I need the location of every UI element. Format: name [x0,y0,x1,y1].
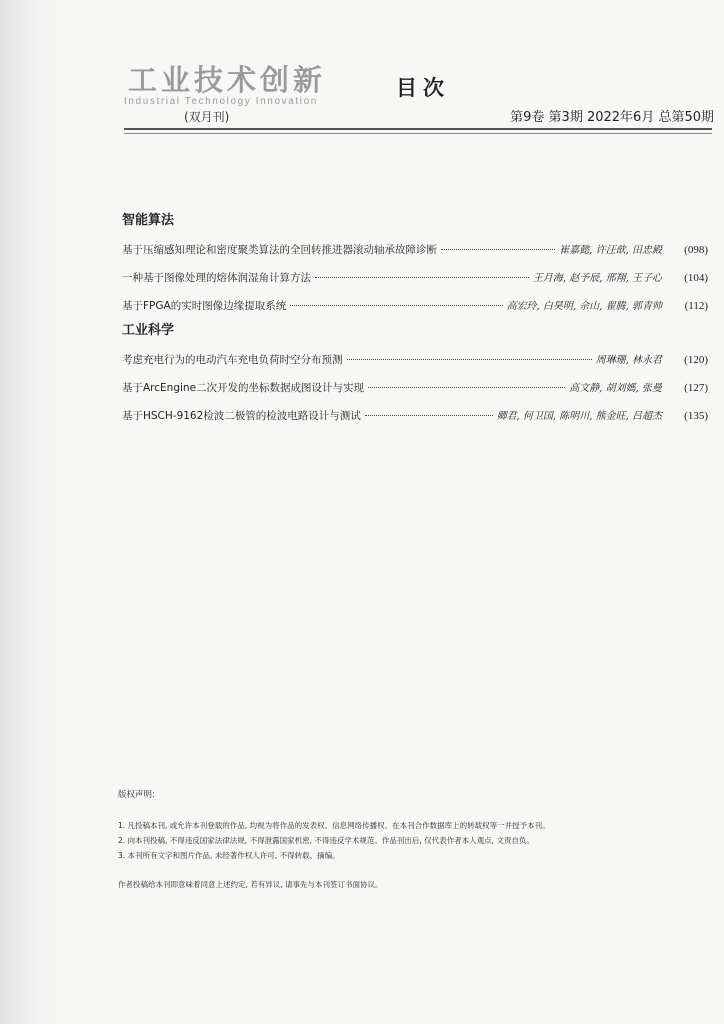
dot-leader [315,277,529,278]
page-header [0,0,724,160]
header-rule-thick [124,128,712,130]
toc-entry [122,346,708,374]
entry-page: (098) [684,244,708,256]
toc-entry [122,264,708,292]
toc-entry [122,292,708,320]
entry-page: (127) [684,382,708,394]
entry-title: 一种基于图像处理的熔体润湿角计算方法 [122,272,311,284]
copyright-note: 作者投稿给本刊即意味着同意上述约定, 若有异议, 请事先与本刊签订书面协议。 [118,880,383,889]
toc-entry [122,236,708,264]
section-title: 智能算法 [122,213,175,228]
copyright-item: 1. 凡投稿本刊, 或允许本刊登载的作品, 均视为将作品的发表权、信息网络传播权、在本刊合作数据库上的转载权等一并授予本刊。 [118,821,550,830]
section-title: 工业科学 [122,323,175,338]
entry-authors: 王月海, 赵予辰, 邢翔, 王子心 [532,273,662,284]
entry-page: (104) [684,272,708,284]
toc-entry [122,374,708,402]
entry-title: 考虑充电行为的电动汽车充电负荷时空分布预测 [122,354,343,366]
dot-leader [290,305,502,306]
dot-leader [347,359,592,360]
entry-page: (120) [684,354,708,366]
entry-authors: 高文静, 胡刘媽, 张曼 [569,383,662,394]
table-of-contents [122,210,708,430]
copyright-item: 3. 本刊所有文字和图片作品, 未经著作权人许可, 不得转载、摘编。 [118,851,340,860]
copyright-item: 2. 向本刊投稿, 不得违反国家法律法规, 不得泄露国家机密, 不得违反学术规范。作品刊出后, 仅代表作者本人观点, 文责自负。 [118,836,534,845]
toc-entry [122,402,708,430]
journal-frequency: (双月刊) [184,110,230,124]
entry-authors: 卿君, 何卫国, 陈明川, 熊金旺, 吕超杰 [496,411,662,422]
entry-authors: 周琳珊, 林永君 [595,355,662,366]
journal-title-cn: 工业技术创新 [128,63,327,97]
entry-authors: 高宏玲, 白昊明, 佘山, 翟腾, 郭青帅 [506,301,662,312]
header-rule-thin [124,133,712,134]
dot-leader [365,415,493,416]
entry-title: 基于ArcEngine二次开发的坐标数据成图设计与实现 [122,382,365,394]
entry-title: 基于压缩感知理论和密度聚类算法的全回转推进器滚动轴承故障诊断 [122,244,437,256]
dot-leader [441,249,555,250]
copyright-notice [118,788,698,890]
toc-heading: 目次 [396,76,450,100]
entry-title: 基于FPGA的实时图像边缘提取系统 [122,300,287,312]
issue-info: 第9卷 第3期 2022年6月 总第50期 [510,110,714,125]
toc-section [122,210,708,320]
dot-leader [368,387,565,388]
entry-page: (112) [684,300,708,312]
journal-title-en: Industrial Technology Innovation [124,96,318,107]
entry-page: (135) [684,410,708,422]
entry-title: 基于HSCH-9162检波二极管的检波电路设计与测试 [122,410,361,422]
toc-section [122,320,708,430]
entry-authors: 崔嘉懿, 许汪歆, 田忠殿 [559,245,662,256]
copyright-title: 版权声明: [118,790,155,800]
